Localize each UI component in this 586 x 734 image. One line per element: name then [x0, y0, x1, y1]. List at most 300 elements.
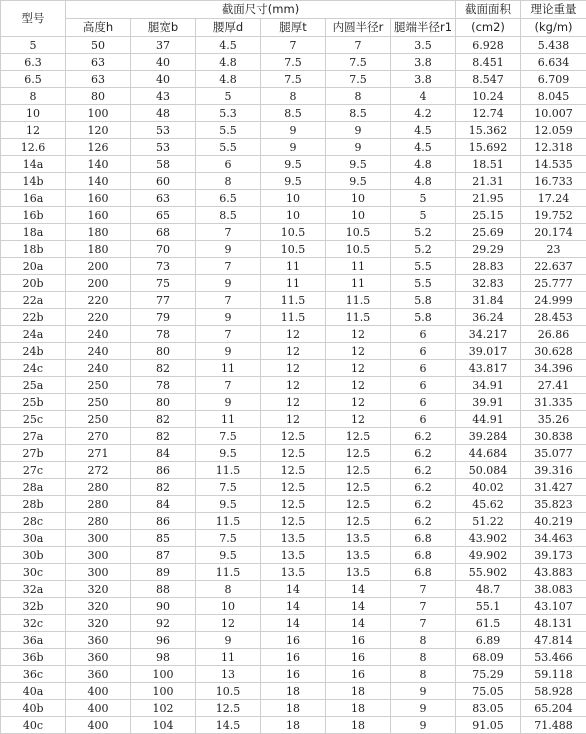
cell-weight: 12.318: [521, 139, 586, 156]
table-row: [1, 530, 586, 547]
cell-height: 200: [66, 275, 131, 292]
cell-model: 24b: [1, 343, 66, 360]
cell-flange-width: 58: [131, 156, 196, 173]
cell-web-thickness: 9: [196, 632, 261, 649]
cell-flange-width: 68: [131, 224, 196, 241]
cell-weight: 12.059: [521, 122, 586, 139]
header-weight: 理论重量: [521, 1, 586, 19]
cell-height: 400: [66, 700, 131, 717]
cell-weight: 38.083: [521, 581, 586, 598]
cell-area: 43.817: [456, 360, 521, 377]
cell-area: 44.91: [456, 411, 521, 428]
cell-model: 18b: [1, 241, 66, 258]
cell-flange-end-radius: 5: [391, 190, 456, 207]
cell-weight: 17.24: [521, 190, 586, 207]
cell-height: 240: [66, 360, 131, 377]
cell-web-thickness: 9: [196, 241, 261, 258]
cell-height: 300: [66, 530, 131, 547]
cell-web-thickness: 9: [196, 343, 261, 360]
cell-inner-radius: 12: [326, 360, 391, 377]
cell-inner-radius: 12.5: [326, 479, 391, 496]
cell-weight: 27.41: [521, 377, 586, 394]
cell-model: 6.3: [1, 54, 66, 71]
cell-flange-width: 84: [131, 496, 196, 513]
cell-flange-thickness: 7.5: [261, 54, 326, 71]
cell-height: 280: [66, 479, 131, 496]
cell-model: 32a: [1, 581, 66, 598]
cell-weight: 23: [521, 241, 586, 258]
table-row: [1, 139, 586, 156]
cell-web-thickness: 14.5: [196, 717, 261, 734]
cell-weight: 58.928: [521, 683, 586, 700]
cell-flange-end-radius: 4.8: [391, 173, 456, 190]
cell-flange-width: 100: [131, 666, 196, 683]
cell-flange-width: 80: [131, 343, 196, 360]
cell-area: 75.29: [456, 666, 521, 683]
cell-flange-end-radius: 6: [391, 360, 456, 377]
cell-inner-radius: 18: [326, 717, 391, 734]
cell-height: 200: [66, 258, 131, 275]
cell-flange-width: 78: [131, 377, 196, 394]
cell-flange-end-radius: 7: [391, 581, 456, 598]
cell-weight: 40.219: [521, 513, 586, 530]
cell-model: 14b: [1, 173, 66, 190]
header-area: 截面面积: [456, 1, 521, 19]
cell-inner-radius: 16: [326, 649, 391, 666]
cell-web-thickness: 9: [196, 275, 261, 292]
cell-area: 8.547: [456, 71, 521, 88]
cell-model: 24c: [1, 360, 66, 377]
cell-weight: 30.838: [521, 428, 586, 445]
cell-flange-width: 100: [131, 683, 196, 700]
cell-flange-thickness: 12: [261, 377, 326, 394]
cell-inner-radius: 10: [326, 207, 391, 224]
cell-flange-thickness: 13.5: [261, 530, 326, 547]
cell-flange-end-radius: 8: [391, 632, 456, 649]
cell-weight: 16.733: [521, 173, 586, 190]
cell-model: 22b: [1, 309, 66, 326]
cell-web-thickness: 6: [196, 156, 261, 173]
cell-flange-width: 82: [131, 360, 196, 377]
cell-flange-thickness: 11.5: [261, 292, 326, 309]
cell-weight: 26.86: [521, 326, 586, 343]
table-row: [1, 649, 586, 666]
cell-web-thickness: 9.5: [196, 547, 261, 564]
cell-flange-thickness: 10.5: [261, 224, 326, 241]
cell-flange-thickness: 12: [261, 326, 326, 343]
cell-area: 6.89: [456, 632, 521, 649]
cell-flange-thickness: 10: [261, 207, 326, 224]
cell-height: 120: [66, 122, 131, 139]
cell-model: 18a: [1, 224, 66, 241]
cell-weight: 28.453: [521, 309, 586, 326]
cell-height: 280: [66, 496, 131, 513]
cell-model: 8: [1, 88, 66, 105]
cell-area: 39.017: [456, 343, 521, 360]
cell-area: 31.84: [456, 292, 521, 309]
cell-web-thickness: 11: [196, 360, 261, 377]
cell-flange-thickness: 11: [261, 275, 326, 292]
cell-area: 39.91: [456, 394, 521, 411]
cell-height: 271: [66, 445, 131, 462]
cell-flange-width: 40: [131, 54, 196, 71]
cell-inner-radius: 14: [326, 581, 391, 598]
cell-inner-radius: 12.5: [326, 462, 391, 479]
cell-flange-thickness: 14: [261, 615, 326, 632]
cell-area: 48.7: [456, 581, 521, 598]
header-flange-end-radius: 腿端半径r1: [391, 19, 456, 37]
cell-flange-width: 37: [131, 37, 196, 54]
cell-flange-width: 53: [131, 139, 196, 156]
cell-height: 50: [66, 37, 131, 54]
cell-web-thickness: 13: [196, 666, 261, 683]
cell-weight: 35.077: [521, 445, 586, 462]
cell-area: 39.284: [456, 428, 521, 445]
cell-web-thickness: 10.5: [196, 683, 261, 700]
cell-weight: 43.883: [521, 564, 586, 581]
cell-area: 50.084: [456, 462, 521, 479]
cell-web-thickness: 7.5: [196, 530, 261, 547]
cell-inner-radius: 12: [326, 394, 391, 411]
cell-flange-width: 48: [131, 105, 196, 122]
cell-weight: 59.118: [521, 666, 586, 683]
cell-area: 21.95: [456, 190, 521, 207]
cell-weight: 48.131: [521, 615, 586, 632]
cell-web-thickness: 11: [196, 649, 261, 666]
cell-area: 34.217: [456, 326, 521, 343]
cell-model: 36c: [1, 666, 66, 683]
cell-model: 24a: [1, 326, 66, 343]
cell-model: 27c: [1, 462, 66, 479]
cell-inner-radius: 8.5: [326, 105, 391, 122]
table-row: [1, 700, 586, 717]
header-section-dimensions: 截面尺寸(mm): [66, 1, 456, 19]
cell-flange-thickness: 10: [261, 190, 326, 207]
cell-flange-width: 86: [131, 513, 196, 530]
cell-area: 15.362: [456, 122, 521, 139]
cell-weight: 65.204: [521, 700, 586, 717]
table-row: [1, 224, 586, 241]
cell-inner-radius: 18: [326, 683, 391, 700]
cell-flange-width: 77: [131, 292, 196, 309]
cell-web-thickness: 5: [196, 88, 261, 105]
table-header: [1, 1, 586, 37]
cell-inner-radius: 9: [326, 122, 391, 139]
cell-height: 80: [66, 88, 131, 105]
cell-height: 270: [66, 428, 131, 445]
cell-inner-radius: 10: [326, 190, 391, 207]
cell-flange-end-radius: 4.5: [391, 122, 456, 139]
cell-flange-end-radius: 5.5: [391, 258, 456, 275]
cell-area: 83.05: [456, 700, 521, 717]
cell-inner-radius: 12: [326, 343, 391, 360]
table-row: [1, 122, 586, 139]
cell-web-thickness: 7: [196, 224, 261, 241]
cell-area: 12.74: [456, 105, 521, 122]
cell-height: 250: [66, 411, 131, 428]
cell-inner-radius: 7.5: [326, 54, 391, 71]
cell-flange-thickness: 11.5: [261, 309, 326, 326]
cell-flange-end-radius: 5.2: [391, 224, 456, 241]
cell-weight: 24.999: [521, 292, 586, 309]
cell-inner-radius: 12: [326, 326, 391, 343]
cell-flange-thickness: 14: [261, 581, 326, 598]
cell-flange-end-radius: 6: [391, 411, 456, 428]
cell-flange-width: 60: [131, 173, 196, 190]
cell-flange-thickness: 14: [261, 598, 326, 615]
cell-inner-radius: 11.5: [326, 292, 391, 309]
cell-weight: 39.316: [521, 462, 586, 479]
cell-flange-end-radius: 5.2: [391, 241, 456, 258]
cell-web-thickness: 6.5: [196, 190, 261, 207]
cell-weight: 6.709: [521, 71, 586, 88]
cell-height: 300: [66, 547, 131, 564]
cell-flange-end-radius: 6.2: [391, 479, 456, 496]
cell-web-thickness: 12.5: [196, 700, 261, 717]
cell-area: 6.928: [456, 37, 521, 54]
cell-model: 25c: [1, 411, 66, 428]
table-row: [1, 258, 586, 275]
table-row: [1, 360, 586, 377]
cell-height: 280: [66, 513, 131, 530]
cell-web-thickness: 7: [196, 326, 261, 343]
table-row: [1, 37, 586, 54]
cell-model: 28c: [1, 513, 66, 530]
cell-web-thickness: 11.5: [196, 564, 261, 581]
cell-weight: 35.26: [521, 411, 586, 428]
cell-area: 40.02: [456, 479, 521, 496]
cell-inner-radius: 13.5: [326, 564, 391, 581]
table-row: [1, 394, 586, 411]
cell-weight: 8.045: [521, 88, 586, 105]
cell-flange-thickness: 18: [261, 700, 326, 717]
cell-height: 250: [66, 394, 131, 411]
cell-inner-radius: 16: [326, 632, 391, 649]
cell-flange-thickness: 13.5: [261, 547, 326, 564]
cell-web-thickness: 4.8: [196, 54, 261, 71]
cell-height: 250: [66, 377, 131, 394]
cell-flange-thickness: 16: [261, 649, 326, 666]
cell-flange-thickness: 8: [261, 88, 326, 105]
cell-height: 272: [66, 462, 131, 479]
cell-height: 63: [66, 71, 131, 88]
cell-flange-width: 43: [131, 88, 196, 105]
cell-weight: 30.628: [521, 343, 586, 360]
cell-inner-radius: 12.5: [326, 513, 391, 530]
cell-flange-thickness: 11: [261, 258, 326, 275]
cell-flange-thickness: 16: [261, 666, 326, 683]
cell-flange-width: 63: [131, 190, 196, 207]
table-row: [1, 343, 586, 360]
cell-web-thickness: 7: [196, 292, 261, 309]
cell-model: 20a: [1, 258, 66, 275]
cell-inner-radius: 12: [326, 411, 391, 428]
cell-web-thickness: 8: [196, 581, 261, 598]
header-web-thickness: 腰厚d: [196, 19, 261, 37]
cell-web-thickness: 11.5: [196, 462, 261, 479]
cell-flange-thickness: 9: [261, 139, 326, 156]
cell-weight: 34.396: [521, 360, 586, 377]
table-body: [1, 37, 586, 734]
cell-web-thickness: 12: [196, 615, 261, 632]
cell-height: 100: [66, 105, 131, 122]
header-weight-unit: (kg/m): [521, 19, 586, 37]
cell-height: 400: [66, 683, 131, 700]
cell-height: 320: [66, 615, 131, 632]
cell-web-thickness: 8: [196, 173, 261, 190]
cell-flange-end-radius: 8: [391, 666, 456, 683]
cell-model: 5: [1, 37, 66, 54]
cell-area: 68.09: [456, 649, 521, 666]
cell-flange-thickness: 9: [261, 122, 326, 139]
cell-weight: 6.634: [521, 54, 586, 71]
cell-flange-end-radius: 5.5: [391, 275, 456, 292]
cell-flange-thickness: 9.5: [261, 156, 326, 173]
cell-flange-end-radius: 6.2: [391, 445, 456, 462]
cell-model: 14a: [1, 156, 66, 173]
cell-flange-thickness: 9.5: [261, 173, 326, 190]
cell-height: 140: [66, 173, 131, 190]
cell-model: 27a: [1, 428, 66, 445]
cell-model: 22a: [1, 292, 66, 309]
cell-flange-thickness: 7: [261, 37, 326, 54]
cell-weight: 19.752: [521, 207, 586, 224]
cell-flange-width: 40: [131, 71, 196, 88]
cell-height: 360: [66, 666, 131, 683]
cell-web-thickness: 4.8: [196, 71, 261, 88]
table-row: [1, 241, 586, 258]
cell-height: 63: [66, 54, 131, 71]
cell-inner-radius: 13.5: [326, 547, 391, 564]
table-row: [1, 496, 586, 513]
cell-area: 18.51: [456, 156, 521, 173]
cell-model: 20b: [1, 275, 66, 292]
header-inner-radius: 内圆半径r: [326, 19, 391, 37]
table-row: [1, 666, 586, 683]
cell-flange-thickness: 18: [261, 683, 326, 700]
cell-web-thickness: 8.5: [196, 207, 261, 224]
cell-height: 240: [66, 326, 131, 343]
cell-inner-radius: 12.5: [326, 496, 391, 513]
cell-flange-end-radius: 8: [391, 649, 456, 666]
cell-flange-width: 102: [131, 700, 196, 717]
cell-height: 180: [66, 241, 131, 258]
cell-web-thickness: 7: [196, 258, 261, 275]
cell-model: 32b: [1, 598, 66, 615]
cell-flange-width: 73: [131, 258, 196, 275]
cell-height: 160: [66, 207, 131, 224]
cell-web-thickness: 7: [196, 377, 261, 394]
cell-weight: 20.174: [521, 224, 586, 241]
cell-model: 30c: [1, 564, 66, 581]
table-row: [1, 326, 586, 343]
cell-flange-width: 79: [131, 309, 196, 326]
cell-area: 36.24: [456, 309, 521, 326]
cell-flange-end-radius: 4.8: [391, 156, 456, 173]
cell-web-thickness: 7.5: [196, 428, 261, 445]
cell-model: 36b: [1, 649, 66, 666]
cell-area: 28.83: [456, 258, 521, 275]
table-row: [1, 411, 586, 428]
cell-flange-width: 88: [131, 581, 196, 598]
cell-area: 34.91: [456, 377, 521, 394]
cell-model: 25b: [1, 394, 66, 411]
cell-flange-end-radius: 9: [391, 717, 456, 734]
cell-flange-width: 98: [131, 649, 196, 666]
cell-weight: 5.438: [521, 37, 586, 54]
cell-weight: 47.814: [521, 632, 586, 649]
cell-flange-thickness: 12: [261, 394, 326, 411]
cell-flange-end-radius: 3.5: [391, 37, 456, 54]
cell-flange-end-radius: 7: [391, 615, 456, 632]
cell-weight: 35.823: [521, 496, 586, 513]
cell-model: 28b: [1, 496, 66, 513]
cell-inner-radius: 7.5: [326, 71, 391, 88]
cell-flange-end-radius: 6: [391, 394, 456, 411]
table-row: [1, 615, 586, 632]
cell-height: 160: [66, 190, 131, 207]
cell-flange-end-radius: 5.8: [391, 292, 456, 309]
cell-area: 49.902: [456, 547, 521, 564]
cell-height: 220: [66, 292, 131, 309]
header-area-unit: (cm2): [456, 19, 521, 37]
cell-inner-radius: 16: [326, 666, 391, 683]
cell-area: 43.902: [456, 530, 521, 547]
table-row: [1, 105, 586, 122]
cell-flange-end-radius: 4: [391, 88, 456, 105]
cell-height: 240: [66, 343, 131, 360]
cell-web-thickness: 11: [196, 411, 261, 428]
cell-height: 320: [66, 581, 131, 598]
cell-model: 16a: [1, 190, 66, 207]
cell-model: 6.5: [1, 71, 66, 88]
cell-flange-width: 90: [131, 598, 196, 615]
cell-flange-end-radius: 6.8: [391, 564, 456, 581]
cell-model: 27b: [1, 445, 66, 462]
table-row: [1, 207, 586, 224]
table-row: [1, 190, 586, 207]
cell-height: 360: [66, 632, 131, 649]
table-row: [1, 564, 586, 581]
cell-web-thickness: 5.5: [196, 139, 261, 156]
cell-flange-end-radius: 5.8: [391, 309, 456, 326]
cell-height: 400: [66, 717, 131, 734]
cell-weight: 53.466: [521, 649, 586, 666]
cell-inner-radius: 12.5: [326, 445, 391, 462]
cell-web-thickness: 4.5: [196, 37, 261, 54]
cell-flange-thickness: 16: [261, 632, 326, 649]
cell-flange-end-radius: 5: [391, 207, 456, 224]
cell-weight: 71.488: [521, 717, 586, 734]
table-row: [1, 479, 586, 496]
cell-flange-width: 89: [131, 564, 196, 581]
cell-flange-end-radius: 6.2: [391, 513, 456, 530]
table-row: [1, 462, 586, 479]
cell-weight: 31.335: [521, 394, 586, 411]
cell-flange-thickness: 7.5: [261, 71, 326, 88]
cell-height: 360: [66, 649, 131, 666]
cell-flange-width: 70: [131, 241, 196, 258]
cell-area: 44.684: [456, 445, 521, 462]
cell-area: 25.69: [456, 224, 521, 241]
cell-flange-end-radius: 9: [391, 683, 456, 700]
cell-weight: 31.427: [521, 479, 586, 496]
cell-flange-thickness: 12: [261, 411, 326, 428]
cell-web-thickness: 9: [196, 394, 261, 411]
cell-inner-radius: 14: [326, 598, 391, 615]
cell-inner-radius: 10.5: [326, 241, 391, 258]
cell-flange-width: 82: [131, 411, 196, 428]
